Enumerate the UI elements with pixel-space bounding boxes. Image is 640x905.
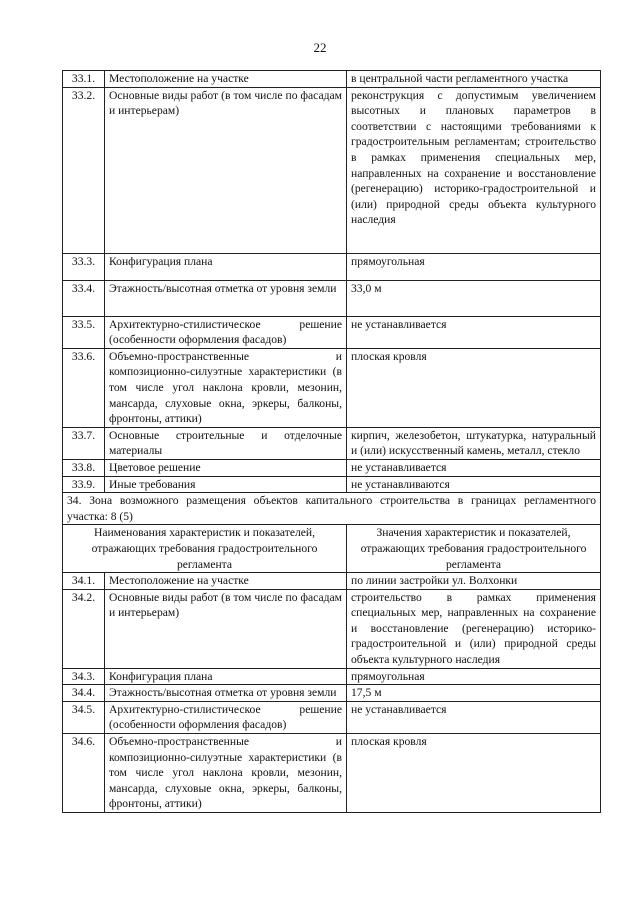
table-header-row	[63, 525, 601, 573]
characteristic-value: не устанавливаются	[347, 476, 601, 493]
characteristic-value: плоская кровля	[347, 348, 601, 427]
characteristic-value: прямоугольная	[347, 253, 601, 280]
table-row	[63, 459, 601, 476]
row-number: 33.3.	[63, 253, 105, 280]
characteristic-name: Основные строительные и отделочные материалы	[105, 427, 347, 459]
characteristic-name: Объемно-пространственные и композиционно-силуэтные характеристики (в том числе угол наклона кровли, мезонин, мансарда, слуховые окна, эркеры, балконы, фронтоны, аттики)	[105, 348, 347, 427]
regulation-table	[62, 70, 601, 813]
table-row	[63, 253, 601, 280]
row-number: 33.7.	[63, 427, 105, 459]
row-number: 34.6.	[63, 734, 105, 813]
characteristic-name: Этажность/высотная отметка от уровня земли	[105, 280, 347, 316]
characteristic-value: 33,0 м	[347, 280, 601, 316]
column-header-name: Наименования характеристик и показателей, отражающих требования градостроительного регламента	[63, 525, 347, 573]
characteristic-value: не устанавливается	[347, 316, 601, 348]
characteristic-value: плоская кровля	[347, 734, 601, 813]
row-number: 33.9.	[63, 476, 105, 493]
row-number: 34.3.	[63, 668, 105, 685]
characteristic-value: прямоугольная	[347, 668, 601, 685]
row-number: 34.4.	[63, 685, 105, 702]
table-row	[63, 685, 601, 702]
table-row	[63, 348, 601, 427]
characteristic-value: реконструкция с допустимым увеличением высотных и плановых параметров в соответствии с настоящими требованиями к градостроительным регламентам; строительство в рамках применения специальных мер, направленных на сохранение и восстановление (регенерацию) историко-градостроительной и (или) природной среды объекта культурного наследия	[347, 87, 601, 253]
row-number: 34.2.	[63, 589, 105, 668]
characteristic-value: не устанавливается	[347, 701, 601, 733]
page-number: 22	[313, 40, 327, 55]
characteristic-name: Местоположение на участке	[105, 573, 347, 590]
column-header-value: Значения характеристик и показателей, отражающих требования градостроительного регламента	[347, 525, 601, 573]
characteristic-name: Местоположение на участке	[105, 71, 347, 88]
row-number: 33.2.	[63, 87, 105, 253]
row-number: 34.1.	[63, 573, 105, 590]
section-title: 34. Зона возможного размещения объектов капитального строительства в границах регламентного участка: 8 (5)	[63, 493, 601, 525]
characteristic-name: Архитектурно-стилистическое решение (особенности оформления фасадов)	[105, 701, 347, 733]
row-number: 33.4.	[63, 280, 105, 316]
characteristic-name: Иные требования	[105, 476, 347, 493]
section-title-row	[63, 493, 601, 525]
table-row	[63, 701, 601, 733]
row-number: 34.5.	[63, 701, 105, 733]
characteristic-value: не устанавливается	[347, 459, 601, 476]
characteristic-value: в центральной части регламентного участка	[347, 71, 601, 88]
table-row	[63, 71, 601, 88]
table-row	[63, 87, 601, 253]
characteristic-value: строительство в рамках применения специальных мер, направленных на сохранение и восстановление (регенерацию) историко-градостроительной и (или) природной среды объекта культурного наследия	[347, 589, 601, 668]
characteristic-name: Этажность/высотная отметка от уровня земли	[105, 685, 347, 702]
table-row	[63, 316, 601, 348]
characteristic-value: 17,5 м	[347, 685, 601, 702]
characteristic-name: Конфигурация плана	[105, 253, 347, 280]
characteristic-value: кирпич, железобетон, штукатурка, натуральный и (или) искусственный камень, металл, стекло	[347, 427, 601, 459]
table-row	[63, 573, 601, 590]
table-row	[63, 668, 601, 685]
table-row	[63, 589, 601, 668]
table-row	[63, 476, 601, 493]
table-row	[63, 734, 601, 813]
row-number: 33.5.	[63, 316, 105, 348]
characteristic-name: Основные виды работ (в том числе по фасадам и интерьерам)	[105, 589, 347, 668]
table-row	[63, 280, 601, 316]
characteristic-name: Основные виды работ (в том числе по фасадам и интерьерам)	[105, 87, 347, 253]
characteristic-name: Цветовое решение	[105, 459, 347, 476]
characteristic-name: Архитектурно-стилистическое решение (особенности оформления фасадов)	[105, 316, 347, 348]
characteristic-value: по линии застройки ул. Волхонки	[347, 573, 601, 590]
row-number: 33.1.	[63, 71, 105, 88]
characteristic-name: Объемно-пространственные и композиционно-силуэтные характеристики (в том числе угол наклона кровли, мезонин, мансарда, слуховые окна, эркеры, балконы, фронтоны, аттики)	[105, 734, 347, 813]
table-row	[63, 427, 601, 459]
row-number: 33.8.	[63, 459, 105, 476]
characteristic-name: Конфигурация плана	[105, 668, 347, 685]
row-number: 33.6.	[63, 348, 105, 427]
